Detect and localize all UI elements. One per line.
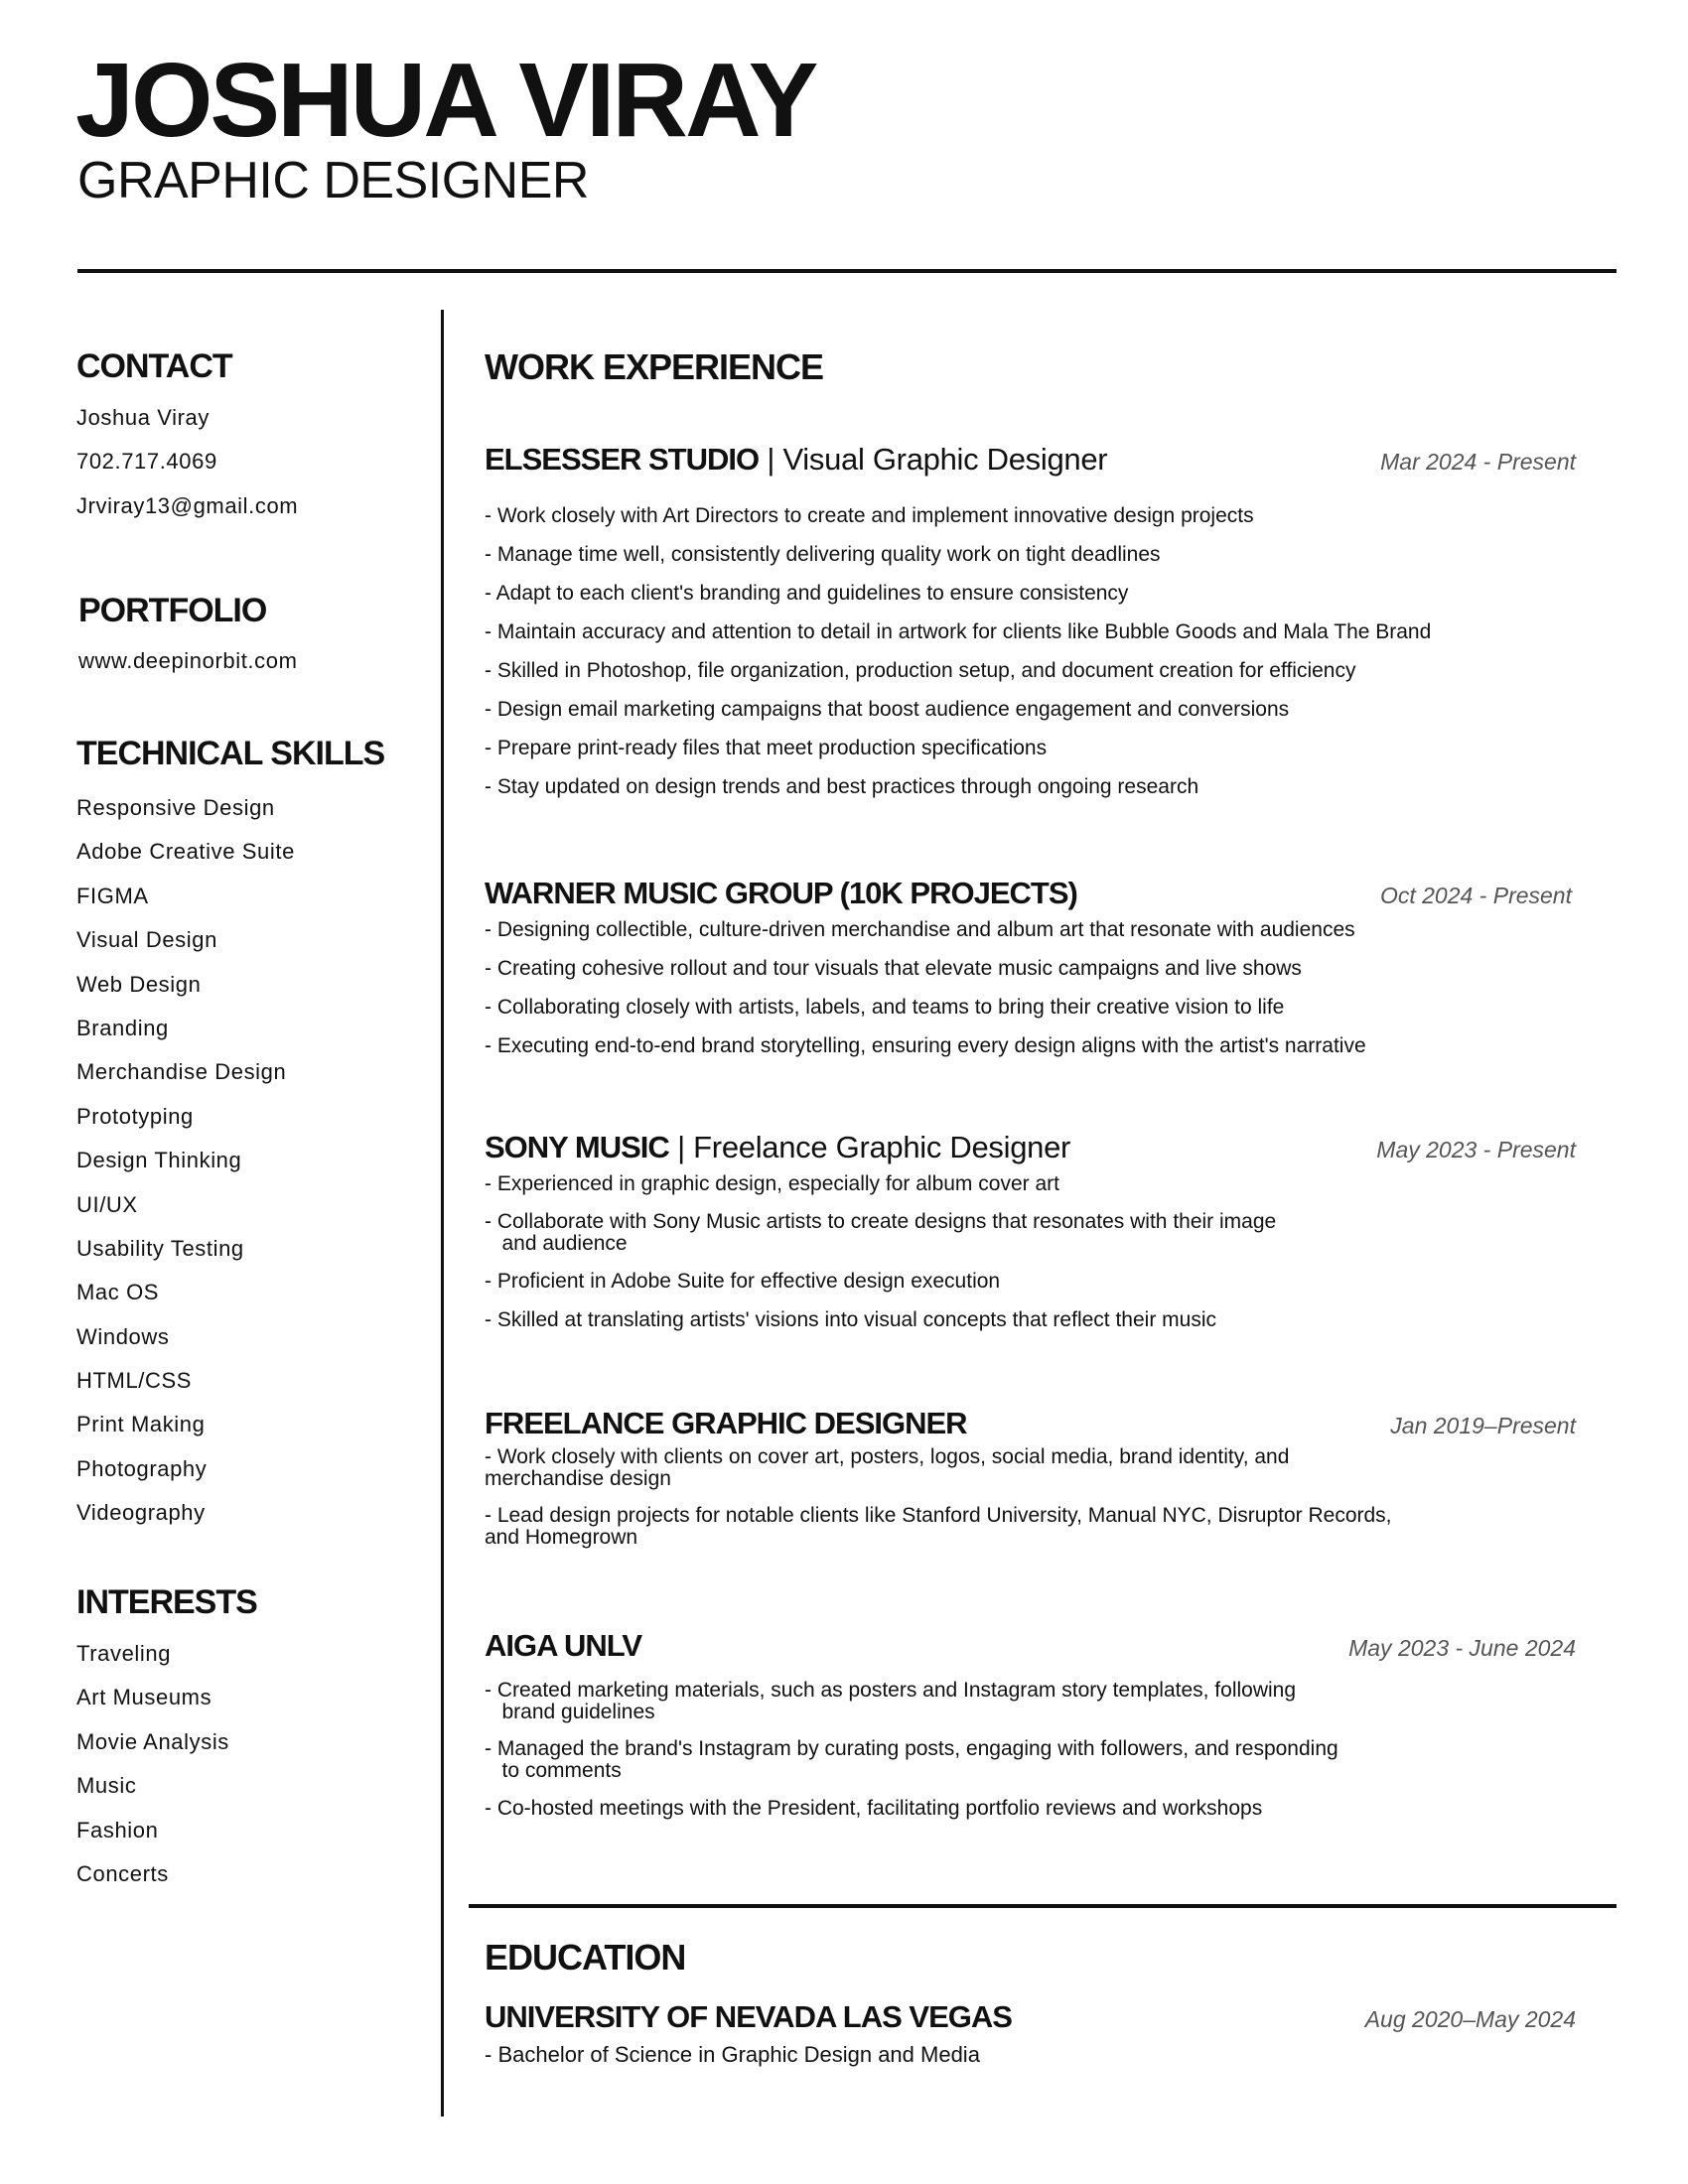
bullet: - Prepare print-ready files that meet production specifications <box>485 737 1048 759</box>
bullet: - Collaborate with Sony Music artists to create designs that resonates with their image and audience <box>485 1210 1277 1255</box>
interest-item: Movie Analysis <box>76 1728 229 1754</box>
contact-name: Joshua Viray <box>76 405 210 430</box>
skills-list <box>76 786 384 1536</box>
bullet: - Adapt to each client's branding and guidelines to ensure consistency <box>485 582 1129 605</box>
column-divider <box>441 310 444 2116</box>
job-company: FREELANCE GRAPHIC DESIGNER <box>485 1406 967 1440</box>
job-sony <box>485 1130 1592 1347</box>
work-heading: WORK EXPERIENCE <box>485 346 824 387</box>
job-bullets <box>485 1680 1592 1821</box>
interest-item: Traveling <box>76 1641 172 1666</box>
education-bullets <box>485 2043 1592 2067</box>
bullet: - Creating cohesive rollout and tour visuals that elevate music campaigns and live shows <box>485 957 1302 980</box>
skill-item: Print Making <box>76 1412 206 1437</box>
bullet: - Stay updated on design trends and best practices through ongoing research <box>485 775 1199 798</box>
skill-item: Usability Testing <box>76 1235 244 1261</box>
education-date: Aug 2020–May 2024 <box>1364 2006 1576 2032</box>
contact-heading: CONTACT <box>76 347 232 385</box>
bullet: - Design email marketing campaigns that boost audience engagement and conversions <box>485 698 1290 721</box>
job-elsesser <box>485 442 1592 814</box>
skill-item: UI/UX <box>76 1191 138 1217</box>
job-bullets <box>485 504 1592 799</box>
skill-item: FIGMA <box>76 883 149 908</box>
bullet: - Executing end-to-end brand storytelling, ensuring every design aligns with the artist's narrative <box>485 1034 1366 1057</box>
skill-item: Responsive Design <box>76 795 275 820</box>
job-company: WARNER MUSIC GROUP (10K PROJECTS) <box>485 876 1077 910</box>
skill-item: Windows <box>76 1323 170 1349</box>
bullet: - Skilled in Photoshop, file organization, production setup, and document creation for efficiency <box>485 659 1356 682</box>
interest-item: Music <box>76 1773 137 1799</box>
job-date: Oct 2024 - Present <box>1379 883 1572 908</box>
job-date: May 2023 - Present <box>1376 1137 1576 1162</box>
interests-section <box>76 1585 257 1896</box>
education-entry <box>485 1999 1592 2082</box>
skill-item: Photography <box>76 1455 208 1481</box>
bullet: - Work closely with clients on cover art, posters, logos, social media, brand identity, and merchandise design <box>485 1445 1290 1490</box>
bullet: - Experienced in graphic design, especially for album cover art <box>485 1172 1059 1195</box>
bullet: - Managed the brand's Instagram by curating posts, engaging with followers, and responding to comments <box>485 1737 1338 1782</box>
bullet: - Manage time well, consistently delivering quality work on tight deadlines <box>485 543 1161 566</box>
skill-item: Visual Design <box>76 927 217 953</box>
job-aiga <box>485 1628 1592 1836</box>
interest-item: Fashion <box>76 1817 159 1843</box>
header-divider <box>77 269 1617 273</box>
skill-item: Videography <box>76 1500 206 1526</box>
bullet: - Designing collectible, culture-driven merchandise and album art that resonate with audiences <box>485 918 1355 941</box>
job-company: AIGA UNLV <box>485 1628 642 1663</box>
interest-item: Concerts <box>76 1860 169 1886</box>
bullet: - Lead design projects for notable clients like Stanford University, Manual NYC, Disruptor Records, and Homegrown <box>485 1504 1392 1549</box>
job-bullets <box>485 1446 1592 1549</box>
bullet: - Co-hosted meetings with the President, facilitating portfolio reviews and workshops <box>485 1797 1263 1820</box>
education-divider <box>469 1904 1617 1908</box>
job-company: ELSESSER STUDIO <box>485 442 760 477</box>
bullet: - Bachelor of Science in Graphic Design and Media <box>485 2042 980 2067</box>
bullet: - Maintain accuracy and attention to detail in artwork for clients like Bubble Goods and Mala The Brand <box>485 620 1432 643</box>
skill-item: Design Thinking <box>76 1148 242 1173</box>
job-date: Jan 2019–Present <box>1390 1413 1576 1438</box>
portfolio-section <box>78 594 298 683</box>
portfolio-heading: PORTFOLIO <box>78 592 267 629</box>
contact-section <box>76 349 298 528</box>
job-bullets <box>485 1172 1592 1332</box>
skill-item: Branding <box>76 1015 169 1040</box>
interests-heading: INTERESTS <box>76 1583 257 1621</box>
bullet: - Work closely with Art Directors to create and implement innovative design projects <box>485 504 1254 527</box>
skill-item: Adobe Creative Suite <box>76 839 295 865</box>
bullet: - Collaborating closely with artists, labels, and teams to bring their creative vision to life <box>485 996 1285 1019</box>
bullet: - Created marketing materials, such as posters and Instagram story templates, following brand guidelines <box>485 1679 1297 1723</box>
job-warner <box>485 876 1592 1073</box>
job-company: SONY MUSIC <box>485 1130 669 1164</box>
job-freelance <box>485 1406 1592 1564</box>
resume-name: JOSHUA VIRAY <box>75 42 816 159</box>
interest-item: Art Museums <box>76 1685 212 1710</box>
skill-item: Merchandise Design <box>76 1059 287 1085</box>
education-heading: EDUCATION <box>485 1937 686 1978</box>
skill-item: Prototyping <box>76 1103 194 1129</box>
bullet: - Skilled at translating artists' visions into visual concepts that reflect their music <box>485 1308 1216 1331</box>
skills-section <box>76 737 384 1536</box>
job-date: May 2023 - June 2024 <box>1348 1635 1576 1661</box>
job-role: | Visual Graphic Designer <box>759 442 1108 477</box>
job-bullets <box>485 918 1592 1058</box>
contact-list <box>76 396 298 528</box>
skill-item: HTML/CSS <box>76 1368 193 1394</box>
skills-heading: TECHNICAL SKILLS <box>76 735 385 772</box>
bullet: - Proficient in Adobe Suite for effective design execution <box>485 1270 1001 1293</box>
job-role: | Freelance Graphic Designer <box>668 1130 1071 1164</box>
interests-list <box>76 1632 257 1896</box>
contact-email[interactable]: Jrviray13@gmail.com <box>76 492 299 518</box>
contact-phone[interactable]: 702.717.4069 <box>76 449 217 475</box>
resume-title: GRAPHIC DESIGNER <box>77 152 589 209</box>
school-name: UNIVERSITY OF NEVADA LAS VEGAS <box>485 1999 1012 2034</box>
skill-item: Web Design <box>76 971 202 997</box>
portfolio-link[interactable]: www.deepinorbit.com <box>78 648 298 673</box>
portfolio-list <box>78 639 298 683</box>
skill-item: Mac OS <box>76 1280 160 1305</box>
job-date: Mar 2024 - Present <box>1380 449 1576 475</box>
